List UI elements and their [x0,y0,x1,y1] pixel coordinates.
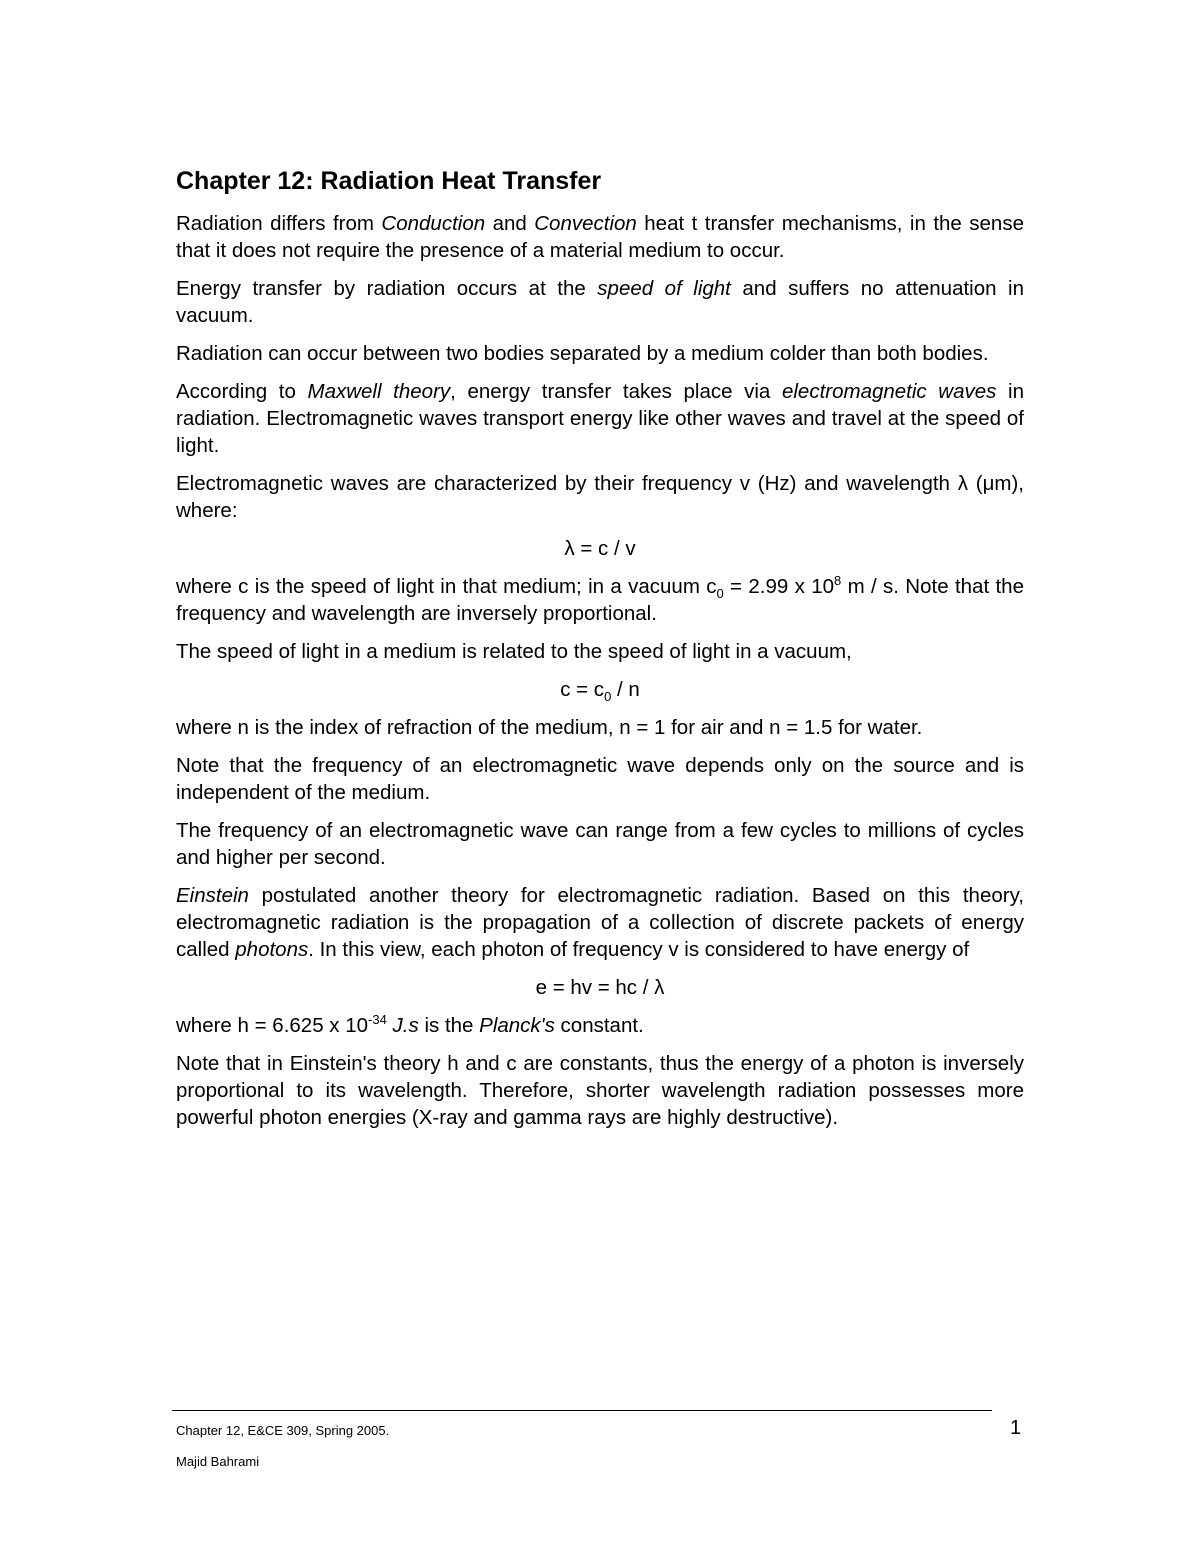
paragraph-frequency-source: Note that the frequency of an electromagnetic wave depends only on the source and is independent of the medium. [176,754,1024,804]
paragraph-speed-in-vacuum: where c is the speed of light in that medium; in a vacuum $c_0 = 2.99$ x $10^8$ m / s. Note that the frequency and wavelength are inversely proportional. [176,573,1024,625]
paragraph-colder-medium: Radiation can occur between two bodies separated by a medium colder than both bodies. [176,342,989,365]
equation-wavelength: λ = c / v [564,537,636,560]
equation-refraction: $c = c_0 / n$ [560,678,640,705]
paragraph-maxwell-theory: According to Maxwell theory, energy transfer takes place via electromagnetic waves in radiation. Electromagnetic waves transport energy like other waves and travel at the speed of light. [176,380,1024,457]
paragraph-speed-of-light: Energy transfer by radiation occurs at the speed of light and suffers no attenuation in vacuum. [176,277,1025,327]
paragraph-frequency-wavelength: Electromagnetic waves are characterized by their frequency v (Hz) and wavelength λ (μm), where: [176,472,1024,522]
footer-divider [172,1410,992,1411]
equation-photon-energy: e = hv = hc / λ [535,976,665,999]
page-number: 1 [1010,1417,1022,1439]
paragraph-planck-constant: where h = 6.625 x $10^{-34}$ J.s is the Planck's constant. [176,1012,644,1037]
paragraph-speed-in-medium: The speed of light in a medium is related to the speed of light in a vacuum, [176,640,852,663]
paragraph-photon-energy-note: Note that in Einstein's theory h and c are constants, thus the energy of a photon is inversely proportional to its wavelength. Therefore, shorter wavelength radiation possesses more powerful photon energies (X-ray and gamma rays are highly destructive). [176,1052,1024,1129]
footer-author: Majid Bahrami [176,1454,260,1469]
page-body [176,164,1024,1142]
paragraph-index-of-refraction: where n is the index of refraction of the medium, n = 1 for air and n = 1.5 for water. [176,716,923,739]
paragraph-einstein-theory: Einstein postulated another theory for electromagnetic radiation. Based on this theory, electromagnetic radiation is the propagation of a collection of discrete packets of energy called photons. In this view, each photon of frequency v is considered to have energy of [176,884,1024,961]
paragraph-radiation-differs: Radiation differs from Conduction and Convection heat t transfer mechanisms, in the sense that it does not require the presence of a material medium to occur. [176,212,1024,262]
paragraph-frequency-range: The frequency of an electromagnetic wave can range from a few cycles to millions of cycles and higher per second. [176,819,1024,869]
footer-course: Chapter 12, E&CE 309, Spring 2005. [176,1423,390,1438]
page-title: Chapter 12: Radiation Heat Transfer [176,167,602,195]
